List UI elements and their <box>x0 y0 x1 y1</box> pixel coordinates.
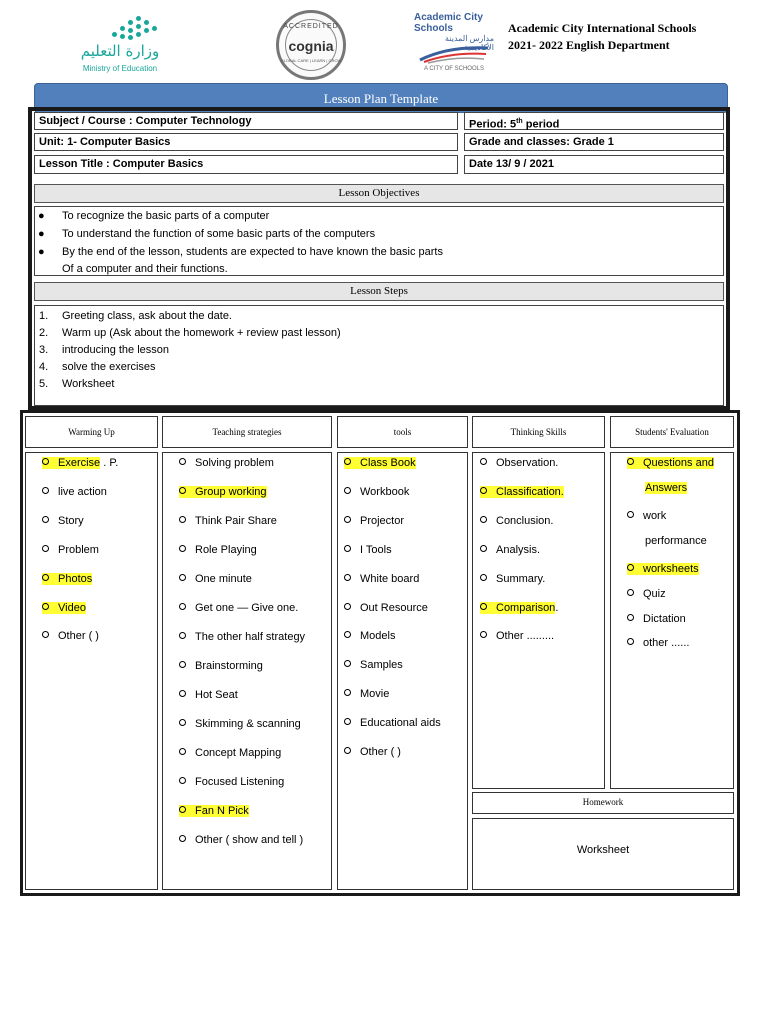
list-item-label: Observation. <box>496 457 559 469</box>
logo-name-line1: Academic City <box>414 12 483 23</box>
list-item-label: Analysis. <box>496 543 541 556</box>
list-item-label: other ...... <box>643 637 690 650</box>
steps-heading: Lesson Steps <box>34 282 724 301</box>
circle-bullet-icon <box>627 457 643 469</box>
list-item <box>344 746 401 758</box>
homework-heading: Homework <box>472 792 734 814</box>
date-cell: Date 13/ 9 / 2021 <box>464 155 724 174</box>
list-item-label: Role Playing <box>195 544 257 556</box>
list-item <box>344 717 441 729</box>
department-name: 2021- 2022 English Department <box>508 38 670 52</box>
list-item-suffix: . <box>555 601 559 614</box>
circle-bullet-icon <box>627 563 643 575</box>
list-item <box>179 602 298 614</box>
logo-arabic-name: مدارس المدينة الأكاديمية <box>445 34 494 52</box>
list-item-label: Other ( ) <box>360 746 401 758</box>
list-item <box>645 535 707 547</box>
logo-dots-icon <box>110 14 160 40</box>
circle-bullet-icon <box>179 660 195 672</box>
list-item-label: worksheets <box>643 563 699 576</box>
list-item <box>179 747 281 759</box>
list-item <box>42 602 86 614</box>
list-item <box>480 544 540 556</box>
period-superscript: th <box>516 118 523 125</box>
list-item <box>179 544 257 556</box>
list-item <box>42 573 92 585</box>
list-item-label: Concept Mapping <box>195 747 282 759</box>
swoosh-icon <box>418 44 490 64</box>
list-item-label: Story <box>58 514 84 527</box>
circle-bullet-icon <box>42 573 58 585</box>
thinking-skills-column <box>472 452 605 789</box>
circle-bullet-icon <box>179 747 195 759</box>
list-item <box>344 688 389 700</box>
list-item-label: Movie <box>360 688 390 701</box>
step-item: 5. Worksheet <box>39 378 115 390</box>
students-evaluation-heading: Students' Evaluation <box>610 416 734 448</box>
cognia-accreditation-seal <box>276 10 346 80</box>
period-prefix: Period: 5 <box>469 118 517 131</box>
list-item-suffix: . P. <box>100 457 119 469</box>
ministry-of-education-logo <box>70 14 170 76</box>
circle-bullet-icon <box>179 631 195 643</box>
list-item-label: The other half strategy <box>195 631 306 643</box>
circle-bullet-icon <box>480 630 496 642</box>
objective-continuation: Of a computer and their functions. <box>62 263 228 275</box>
list-item <box>627 637 689 649</box>
circle-bullet-icon <box>42 544 58 556</box>
list-item-label: Other ( ) <box>58 630 99 643</box>
objective-item: ● To understand the function of some basic parts of the computers <box>38 228 376 240</box>
list-item-label: White board <box>360 572 420 585</box>
tools-heading: tools <box>337 416 468 448</box>
circle-bullet-icon <box>42 515 58 527</box>
list-item <box>480 602 558 614</box>
list-item-label: Models <box>360 630 396 643</box>
circle-bullet-icon <box>179 776 195 788</box>
circle-bullet-icon <box>627 588 643 600</box>
circle-bullet-icon <box>344 602 360 614</box>
grade-cell: Grade and classes: Grade 1 <box>464 133 724 151</box>
homework-value: Worksheet <box>576 844 630 856</box>
list-item <box>480 486 564 498</box>
logo-name-line2: Schools <box>414 23 453 34</box>
objective-item: ● By the end of the lesson, students are expected to have known the basic parts <box>38 246 443 258</box>
list-item-label: Hot Seat <box>195 689 238 701</box>
list-item <box>627 613 686 625</box>
circle-bullet-icon <box>627 510 643 522</box>
seal-top-text: ACCREDITED <box>283 23 339 30</box>
circle-bullet-icon <box>344 746 360 758</box>
list-item-label: Quiz <box>643 588 666 600</box>
circle-bullet-icon <box>42 457 58 469</box>
list-item <box>627 457 714 469</box>
circle-bullet-icon <box>480 486 496 498</box>
circle-bullet-icon <box>179 544 195 556</box>
circle-bullet-icon <box>179 457 195 469</box>
list-item-label: performance <box>645 534 707 547</box>
circle-bullet-icon <box>344 457 360 469</box>
circle-bullet-icon <box>344 544 360 556</box>
objectives-heading: Lesson Objectives <box>34 184 724 203</box>
list-item <box>480 573 545 585</box>
list-item-label: Classification. <box>496 485 564 498</box>
moe-arabic-name: وزارة التعليم <box>80 42 160 60</box>
list-item <box>179 457 274 469</box>
list-item-label: work <box>643 510 667 523</box>
list-item <box>480 515 553 527</box>
list-item-label: Brainstorming <box>195 660 263 672</box>
circle-bullet-icon <box>480 544 496 556</box>
list-item-label: Projector <box>360 514 405 527</box>
list-item-label: Skimming & scanning <box>195 718 301 730</box>
circle-bullet-icon <box>179 718 195 730</box>
list-item <box>179 573 252 585</box>
circle-bullet-icon <box>344 515 360 527</box>
circle-bullet-icon <box>179 805 195 817</box>
list-item <box>344 457 416 469</box>
list-item <box>179 660 263 672</box>
list-item-label: I Tools <box>360 543 392 556</box>
list-item <box>179 689 238 701</box>
step-item: 4. solve the exercises <box>39 361 156 373</box>
circle-bullet-icon <box>179 689 195 701</box>
objective-item: ● To recognize the basic parts of a computer <box>38 210 270 222</box>
step-item: 2. Warm up (Ask about the homework + review past lesson) <box>39 327 341 339</box>
list-item-label: Solving problem <box>195 457 274 469</box>
list-item-label: Video <box>58 601 86 614</box>
list-item <box>480 457 558 469</box>
circle-bullet-icon <box>344 717 360 729</box>
circle-bullet-icon <box>627 637 643 649</box>
thinking-skills-heading: Thinking Skills <box>472 416 605 448</box>
list-item <box>344 544 392 556</box>
list-item <box>344 630 395 642</box>
circle-bullet-icon <box>480 457 496 469</box>
circle-bullet-icon <box>480 515 496 527</box>
list-item-label: Think Pair Share <box>195 515 277 527</box>
list-item <box>179 631 305 643</box>
list-item <box>42 630 99 642</box>
seal-bottom-text: GLOBAL CARE | LEARN | GROW <box>280 58 342 63</box>
circle-bullet-icon <box>179 486 195 498</box>
circle-bullet-icon <box>179 573 195 585</box>
list-item-label: Class Book <box>360 457 416 469</box>
lesson-plan-title-banner: Lesson Plan Template <box>34 83 728 113</box>
list-item-label: Exercise <box>58 457 101 469</box>
circle-bullet-icon <box>344 630 360 642</box>
teaching-strategies-heading: Teaching strategies <box>162 416 332 448</box>
list-item-label: live action <box>58 485 107 498</box>
seal-word: cognia <box>288 38 334 54</box>
list-item <box>344 573 419 585</box>
list-item-label: Answers <box>645 481 688 494</box>
list-item <box>42 544 99 556</box>
list-item <box>179 776 284 788</box>
period-suffix: period <box>522 118 560 131</box>
step-item: 1. Greeting class, ask about the date. <box>39 310 232 322</box>
list-item <box>645 482 687 494</box>
period-cell <box>464 112 724 130</box>
list-item-label: Problem <box>58 543 99 556</box>
list-item <box>627 563 699 575</box>
list-item-label: Get one — Give one. <box>195 602 299 614</box>
school-name: Academic City International Schools <box>508 21 697 35</box>
list-item-label: Questions and <box>643 457 714 469</box>
subject-cell: Subject / Course : Computer Technology <box>34 112 458 130</box>
list-item-label: Other ......... <box>496 630 555 643</box>
list-item <box>179 718 301 730</box>
list-item <box>480 630 554 642</box>
list-item <box>627 510 666 522</box>
circle-bullet-icon <box>344 573 360 585</box>
circle-bullet-icon <box>42 602 58 614</box>
circle-bullet-icon <box>179 515 195 527</box>
list-item-label: Out Resource <box>360 601 428 614</box>
lesson-title-cell: Lesson Title : Computer Basics <box>34 155 458 174</box>
list-item <box>179 805 249 817</box>
list-item <box>42 457 118 469</box>
circle-bullet-icon <box>344 659 360 671</box>
list-item-label: Focused Listening <box>195 776 285 788</box>
list-item <box>344 602 428 614</box>
unit-cell: Unit: 1- Computer Basics <box>34 133 458 151</box>
circle-bullet-icon <box>179 602 195 614</box>
circle-bullet-icon <box>627 613 643 625</box>
list-item-label: Comparison <box>496 601 556 614</box>
list-item-label: One minute <box>195 573 252 585</box>
list-item <box>179 834 303 846</box>
circle-bullet-icon <box>344 688 360 700</box>
list-item <box>627 588 666 600</box>
academic-city-schools-logo <box>414 12 494 74</box>
list-item-label: Summary. <box>496 572 546 585</box>
moe-english-name: Ministry of Education <box>82 64 158 73</box>
list-item-label: Photos <box>58 572 93 585</box>
list-item-label: Educational aids <box>360 717 441 730</box>
list-item <box>344 515 404 527</box>
circle-bullet-icon <box>42 630 58 642</box>
list-item-label: Other ( show and tell ) <box>195 834 304 846</box>
list-item-label: Samples <box>360 659 403 672</box>
list-item <box>42 486 107 498</box>
list-item <box>42 515 84 527</box>
circle-bullet-icon <box>480 573 496 585</box>
circle-bullet-icon <box>480 602 496 614</box>
list-item <box>179 515 277 527</box>
list-item-label: Workbook <box>360 485 410 498</box>
list-item-label: Dictation <box>643 612 686 625</box>
step-item: 3. introducing the lesson <box>39 344 170 356</box>
list-item-label: Group working <box>195 486 267 498</box>
list-item <box>179 486 267 498</box>
list-item-label: Conclusion. <box>496 514 554 527</box>
circle-bullet-icon <box>344 486 360 498</box>
list-item-label: Fan N Pick <box>195 805 249 817</box>
warming-up-heading: Warming Up <box>25 416 158 448</box>
circle-bullet-icon <box>42 486 58 498</box>
logo-tagline: A CITY OF SCHOOLS <box>424 66 484 72</box>
circle-bullet-icon <box>179 834 195 846</box>
list-item <box>344 659 403 671</box>
list-item <box>344 486 409 498</box>
